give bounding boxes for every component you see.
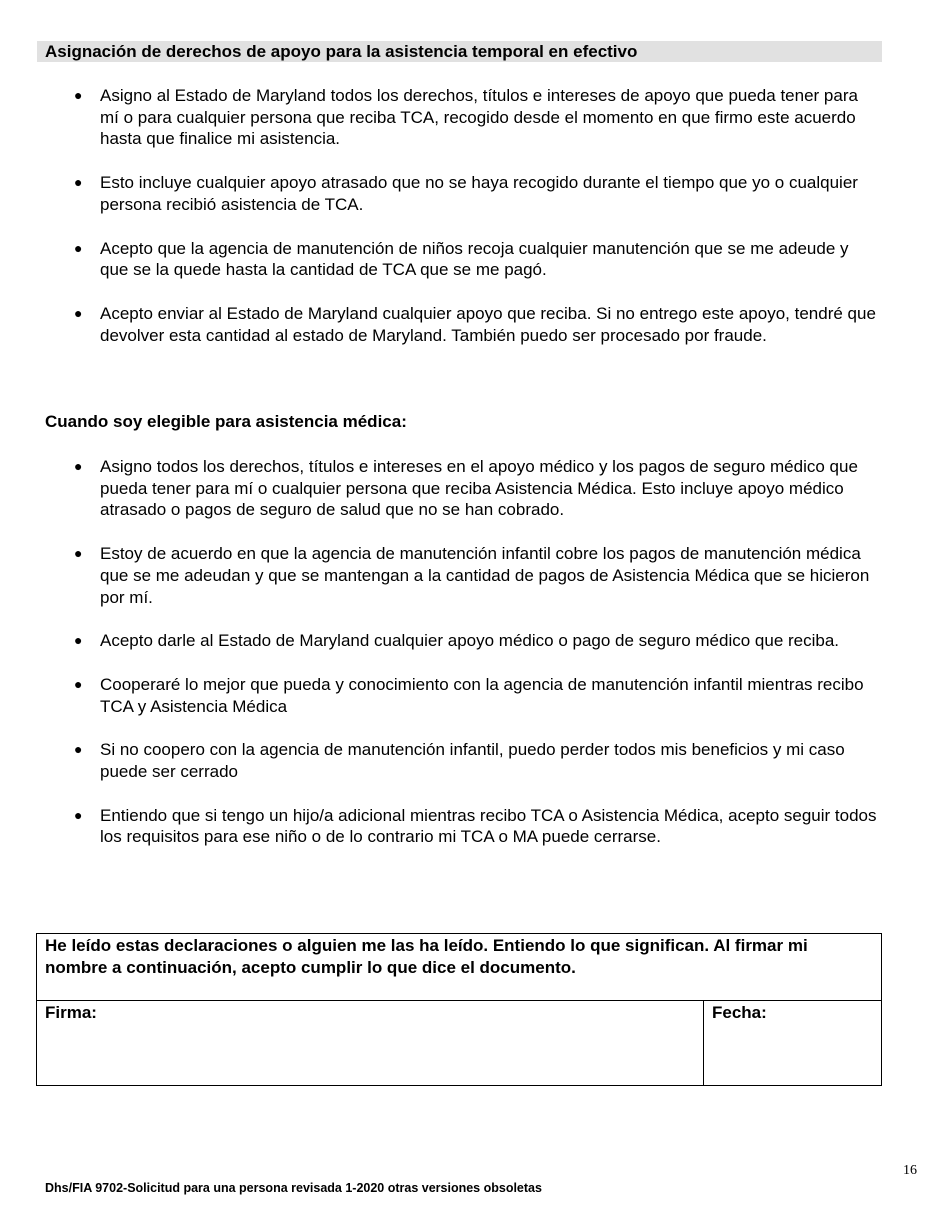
- signature-label: Firma:: [45, 1003, 97, 1022]
- list-item: ● Cooperaré lo mejor que pueda y conocimiento con la agencia de manutención infantil mientras recibo TCA y Asistencia Médica: [74, 674, 864, 716]
- list-item: ● Asigno todos los derechos, títulos e intereses en el apoyo médico y los pagos de seguro médico que pueda tener para mí o cualquier persona que reciba Asistencia Médica. Esto incluye apoyo médico atrasado o pagos de seguro de salud que no se han cobrado.: [74, 457, 858, 520]
- bullet-icon: ●: [74, 87, 83, 103]
- list-item: ● Acepto que la agencia de manutención de niños recoja cualquier manutención que se me adeude y que se la quede hasta la cantidad de TCA que se me pagó.: [74, 238, 849, 280]
- list-item: ● Esto incluye cualquier apoyo atrasado que no se haya recogido durante el tiempo que yo o cualquier persona recibió asistencia de TCA.: [74, 173, 858, 214]
- bullet-icon: ●: [74, 174, 83, 191]
- bullet-icon: ●: [74, 458, 83, 474]
- section-title-medical-assistance: Cuando soy elegible para asistencia médica:: [45, 412, 407, 431]
- date-label: Fecha:: [712, 1003, 767, 1022]
- bullet-icon: ●: [74, 632, 83, 649]
- bullet-icon: ●: [74, 304, 83, 321]
- bullet-icon: ●: [74, 675, 83, 692]
- signature-box: [36, 933, 882, 1086]
- form-footer: Dhs/FIA 9702-Solicitud para una persona revisada 1-2020 otras versiones obsoletas: [45, 1181, 542, 1195]
- bullet-icon: ●: [74, 239, 83, 256]
- support-rights-list: [0, 85, 900, 368]
- signature-statement: He leído estas declaraciones o alguien me las ha leído. Entiendo lo que significan. Al firmar mi nombre a continuación, acepto cumplir lo que dice el documento.: [37, 934, 881, 1001]
- list-item: ● Acepto enviar al Estado de Maryland cualquier apoyo que reciba. Si no entrego este apoyo, tendré que devolver esta cantidad al estado de Maryland. También puedo ser procesado por fraude.: [74, 303, 876, 345]
- signature-field[interactable]: [37, 1001, 704, 1086]
- list-item: ● Estoy de acuerdo en que la agencia de manutención infantil cobre los pagos de manutención médica que se me adeudan y que se mantengan a la cantidad de pagos de Asistencia Médica que se hicieron por mí.: [74, 544, 870, 607]
- list-item: ● Asigno al Estado de Maryland todos los derechos, títulos e intereses de apoyo que pueda tener para mí o para cualquier persona que reciba TCA, recogido desde el momento en que firmo este acuerdo hasta que finalice mi asistencia.: [74, 86, 858, 149]
- bullet-icon: ●: [74, 545, 83, 562]
- page-number: 16: [903, 1163, 917, 1178]
- bullet-icon: ●: [74, 741, 83, 758]
- list-item: ● Acepto darle al Estado de Maryland cualquier apoyo médico o pago de seguro médico que reciba.: [74, 631, 840, 651]
- medical-assistance-list: [0, 456, 900, 870]
- date-field[interactable]: [704, 1001, 881, 1086]
- bullet-icon: ●: [74, 806, 83, 823]
- section-title-support-rights: Asignación de derechos de apoyo para la asistencia temporal en efectivo: [37, 41, 882, 62]
- list-item: ● Si no coopero con la agencia de manutención infantil, puedo perder todos mis beneficios y mi caso puede ser cerrado: [74, 740, 845, 782]
- list-item: ● Entiendo que si tengo un hijo/a adicional mientras recibo TCA o Asistencia Médica, acepto seguir todos los requisitos para ese niño o de lo contrario mi TCA o MA puede cerrarse.: [74, 805, 877, 847]
